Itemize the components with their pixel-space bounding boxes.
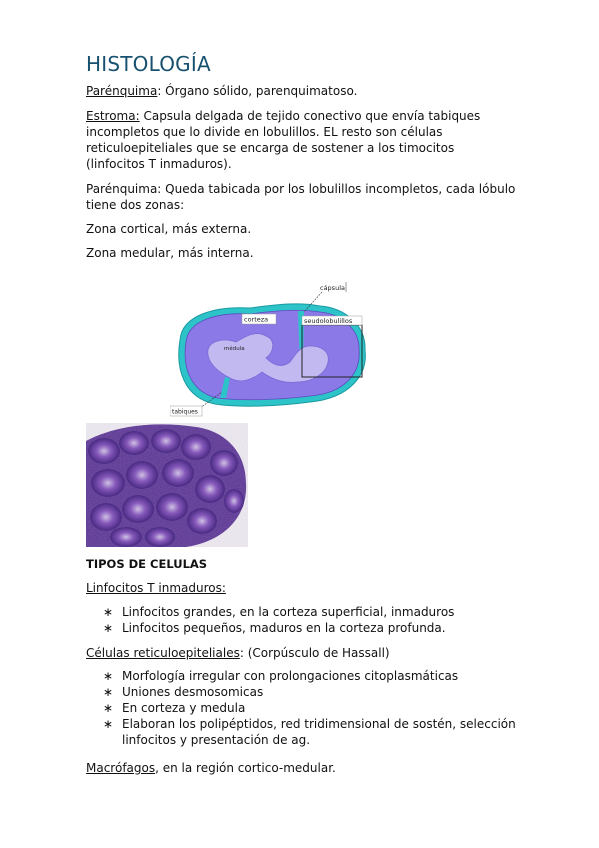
macrofagos-term: Macrófagos [86, 761, 156, 775]
bullet-icon: ∗ [103, 605, 114, 619]
reticulo-text: : (Corpúsculo de Hassall) [239, 646, 390, 660]
reticulo-label [86, 645, 516, 661]
estroma-text: Capsula delgada de tejido conectivo que envía tabiques incompletos que lo divide en lobulillos. EL resto son células reticuloepiteliales que se encarga de sostener a los timocitos (linfocitos T inmaduros). [86, 109, 481, 171]
page-title: HISTOLOGÍA [86, 52, 211, 76]
label-corteza: corteza [244, 315, 269, 324]
parenquima-paragraph: Parénquima: Queda tabicada por los lobulillos incompletos, cada lóbulo tiene dos zonas: [86, 182, 516, 212]
bullet-icon: ∗ [103, 685, 114, 699]
bullet-icon: ∗ [103, 717, 114, 731]
label-capsula: cápsula [320, 284, 345, 292]
list-item: ∗ Linfocitos grandes, en la corteza superficial, inmaduros [103, 605, 455, 619]
reticulo-list [86, 668, 516, 748]
label-seudolobulillos: seudolobulillos [304, 317, 353, 325]
macrofagos-paragraph [86, 760, 516, 776]
linfocitos-label [86, 580, 516, 596]
macrofagos-text: , en la región cortico-medular. [155, 761, 336, 775]
label-medula: médula [224, 346, 245, 352]
list-item: ∗ Morfología irregular con prolongaciones citoplasmáticas [103, 669, 459, 683]
intro-text: : Órgano sólido, parenquimatoso. [157, 84, 358, 98]
list-item: ∗ Elaboran los polipéptidos, red tridimensional de sostén, selección linfocitos y presentación de ag. [103, 717, 516, 747]
intro-paragraph [86, 83, 516, 99]
zona-medular: Zona medular, más interna. [86, 246, 254, 260]
linfocitos-list [86, 604, 516, 636]
bullet-icon: ∗ [103, 669, 114, 683]
reticulo-term: Células reticuloepiteliales [86, 646, 240, 660]
linfocitos-term: Linfocitos T inmaduros: [86, 581, 226, 595]
bullet-icon: ∗ [103, 701, 114, 715]
bullet-icon: ∗ [103, 621, 114, 635]
estroma-paragraph [86, 108, 516, 172]
label-tabiques: tabiques [172, 408, 198, 416]
tipos-heading: TIPOS DE CELULAS [86, 557, 208, 571]
list-item: ∗ Linfocitos pequeños, maduros en la corteza profunda. [103, 621, 446, 635]
thymus-diagram [170, 280, 370, 420]
thymus-micrograph [86, 423, 248, 547]
list-item: ∗ Uniones desmosomicas [103, 685, 264, 699]
zona-cortical: Zona cortical, más externa. [86, 222, 252, 236]
list-item: ∗ En corteza y medula [103, 701, 246, 715]
intro-term: Parénquima [86, 84, 158, 98]
estroma-term: Estroma: [86, 109, 140, 123]
